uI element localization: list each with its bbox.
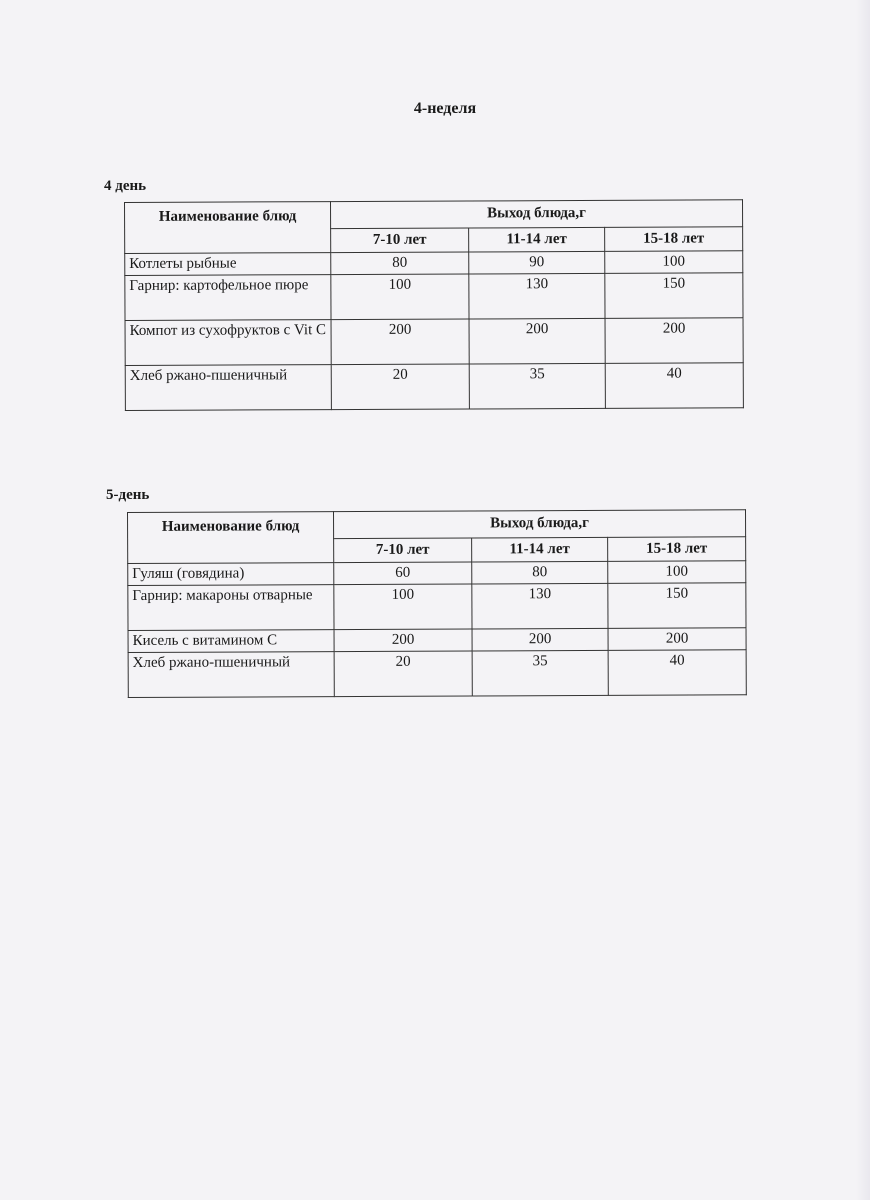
dish-name: Кисель с витамином С	[128, 630, 334, 653]
yield-value: 100	[608, 561, 746, 584]
yield-value: 200	[334, 629, 472, 652]
dish-name-header: Наименование блюд	[125, 202, 331, 254]
dish-name: Компот из сухофруктов с Vit C	[125, 320, 331, 366]
yield-value: 90	[469, 251, 605, 274]
yield-value: 20	[331, 364, 469, 410]
yield-value: 40	[608, 650, 746, 696]
yield-value: 80	[472, 561, 608, 584]
table-row	[125, 273, 743, 321]
yield-value: 40	[605, 363, 743, 409]
yield-value: 100	[331, 274, 469, 320]
yield-value: 130	[472, 583, 608, 629]
age-header-15-18: 15-18 лет	[608, 537, 746, 562]
age-header-11-14: 11-14 лет	[472, 537, 608, 562]
table-row	[125, 318, 743, 366]
dish-name: Хлеб ржано-пшеничный	[128, 652, 334, 698]
yield-value: 200	[472, 628, 608, 651]
yield-group-header: Выход блюда,г	[334, 510, 746, 539]
yield-value: 80	[331, 252, 469, 275]
yield-group-header: Выход блюда,г	[331, 200, 743, 229]
age-header-15-18: 15-18 лет	[605, 227, 743, 252]
dish-name: Котлеты рыбные	[125, 253, 331, 276]
table-row	[128, 628, 746, 653]
yield-value: 100	[334, 584, 472, 630]
table-row	[128, 650, 746, 698]
table-row	[125, 363, 743, 411]
table-row	[128, 583, 746, 631]
dish-name: Гарнир: картофельное пюре	[125, 275, 331, 321]
dish-name-header: Наименование блюд	[128, 512, 334, 564]
yield-value: 20	[334, 651, 472, 697]
yield-value: 200	[608, 628, 746, 651]
dish-name: Гарнир: макароны отварные	[128, 585, 334, 631]
yield-value: 200	[605, 318, 743, 364]
age-header-7-10: 7-10 лет	[331, 228, 469, 253]
page-edge-shadow	[856, 0, 870, 1200]
yield-value: 130	[469, 273, 605, 319]
yield-value: 35	[469, 363, 605, 409]
yield-value: 150	[608, 583, 746, 629]
age-header-7-10: 7-10 лет	[334, 538, 472, 563]
table-row	[125, 251, 743, 276]
week-title: 4-неделя	[413, 100, 477, 117]
yield-value: 200	[469, 318, 605, 364]
age-header-11-14: 11-14 лет	[469, 227, 605, 252]
dish-name: Хлеб ржано-пшеничный	[125, 365, 331, 411]
yield-value: 60	[334, 562, 472, 585]
yield-value: 150	[605, 273, 743, 319]
menu-table-day-5	[127, 509, 747, 698]
yield-value: 200	[331, 319, 469, 365]
yield-value: 100	[605, 251, 743, 274]
yield-value: 35	[472, 650, 608, 696]
day-title-4: 4 день	[104, 178, 147, 194]
menu-table-day-4	[124, 199, 744, 411]
table-row	[128, 561, 746, 586]
day-title-5: 5-день	[106, 487, 150, 503]
dish-name: Гуляш (говядина)	[128, 563, 334, 586]
